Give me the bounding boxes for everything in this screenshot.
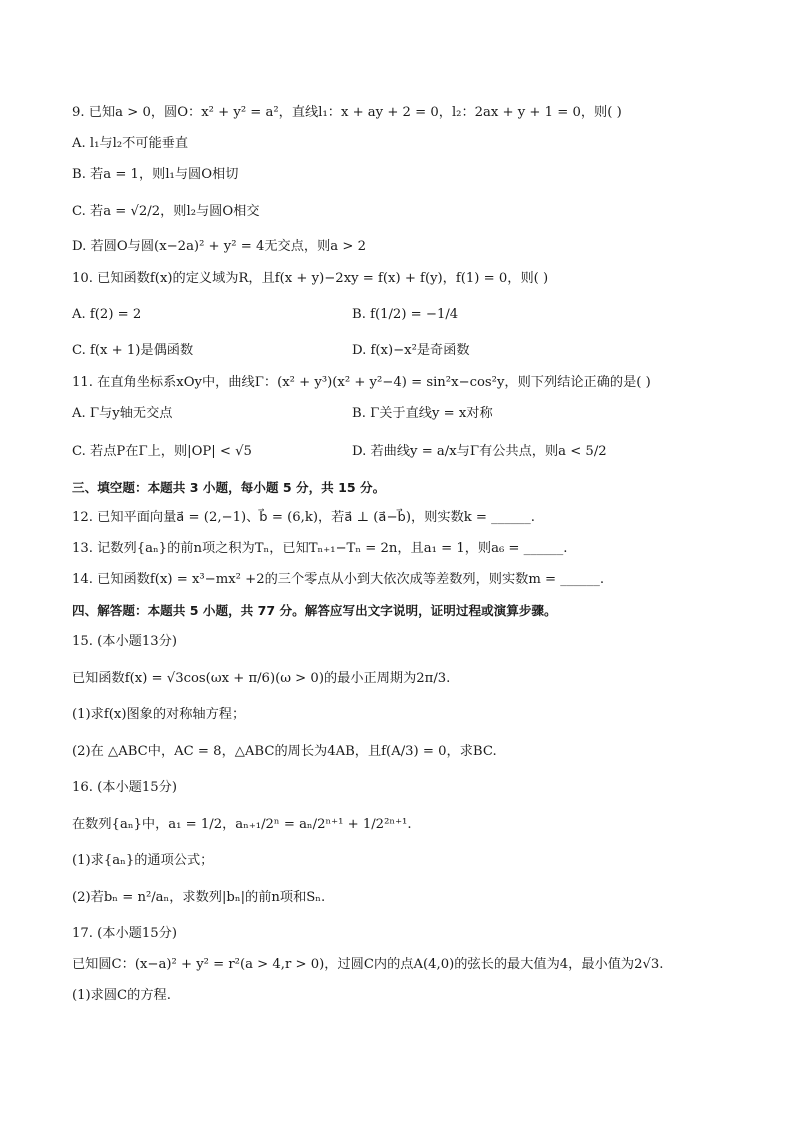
q10-stem: 10. 已知函数f(x)的定义域为R，且f(x + y)−2xy = f(x) + f(y)，f(1) = 0，则( ): [72, 271, 549, 286]
q12: 12. 已知平面向量a⃗ = (2,−1)、b⃗ = (6,k)，若a⃗ ⊥ (a⃗−b⃗)，则实数k = ______.: [72, 510, 535, 525]
q11-option-d: D. 若曲线y = a/x与Γ有公共点，则a < 5/2: [352, 444, 607, 459]
q16-part-1: (1)求{aₙ}的通项公式；: [72, 853, 214, 868]
q17-part-1: (1)求圆C的方程.: [72, 988, 171, 1003]
q16-heading: 16. (本小题15分): [72, 780, 177, 795]
q9-option-c: C. 若a = √2/2，则l₂与圆O相交: [72, 204, 260, 219]
q17-heading: 17. (本小题15分): [72, 926, 177, 941]
q15-part-2: (2)在 △ABC中，AC = 8，△ABC的周长为4AB，且f(A/3) = 0，求BC.: [72, 744, 497, 759]
q9-option-d: D. 若圆O与圆(x−2a)² + y² = 4无交点，则a > 2: [72, 239, 366, 254]
q10-option-b: B. f(1/2) = −1/4: [352, 307, 459, 322]
q10-option-a: A. f(2) = 2: [72, 307, 142, 322]
q13: 13. 记数列{aₙ}的前n项之积为Tₙ，已知Tₙ₊₁−Tₙ = 2n，且a₁ = 1，则a₆ = ______.: [72, 541, 568, 556]
section-4-heading: 四、解答题：本题共 5 小题，共 77 分。解答应写出文字说明，证明过程或演算步骤。: [72, 603, 557, 618]
q15-heading: 15. (本小题13分): [72, 634, 177, 649]
q11-option-a: A. Γ与y轴无交点: [72, 406, 173, 421]
q17-stem: 已知圆C：(x−a)² + y² = r²(a > 4,r > 0)，过圆C内的点A(4,0)的弦长的最大值为4，最小值为2√3.: [72, 957, 664, 972]
q14: 14. 已知函数f(x) = x³−mx² +2的三个零点从小到大依次成等差数列，则实数m = ______.: [72, 572, 605, 587]
q11-option-b: B. Γ关于直线y = x对称: [352, 406, 493, 421]
q11-option-c: C. 若点P在Γ上，则|OP| < √5: [72, 444, 252, 459]
q9-option-b: B. 若a = 1，则l₁与圆O相切: [72, 167, 239, 182]
q9-stem: 9. 已知a > 0，圆O：x² + y² = a²，直线l₁：x + ay + 2 = 0，l₂：2ax + y + 1 = 0，则( ): [72, 105, 622, 120]
q11-stem: 11. 在直角坐标系xOy中，曲线Γ：(x² + y³)(x² + y²−4) = sin²x−cos²y，则下列结论正确的是( ): [72, 375, 651, 390]
section-3-heading: 三、填空题：本题共 3 小题，每小题 5 分，共 15 分。: [72, 480, 386, 495]
q10-option-c: C. f(x + 1)是偶函数: [72, 343, 194, 358]
q15-part-1: (1)求f(x)图象的对称轴方程；: [72, 707, 246, 722]
q16-part-2: (2)若bₙ = n²/aₙ，求数列|bₙ|的前n项和Sₙ.: [72, 890, 326, 905]
q9-option-a: A. l₁与l₂不可能垂直: [72, 136, 189, 151]
q16-stem: 在数列{aₙ}中，a₁ = 1/2，aₙ₊₁/2ⁿ = aₙ/2ⁿ⁺¹ + 1/2²ⁿ⁺¹.: [72, 817, 412, 832]
q15-stem: 已知函数f(x) = √3cos(ωx + π/6)(ω > 0)的最小正周期为2π/3.: [72, 671, 451, 686]
q10-option-d: D. f(x)−x²是奇函数: [352, 343, 470, 358]
